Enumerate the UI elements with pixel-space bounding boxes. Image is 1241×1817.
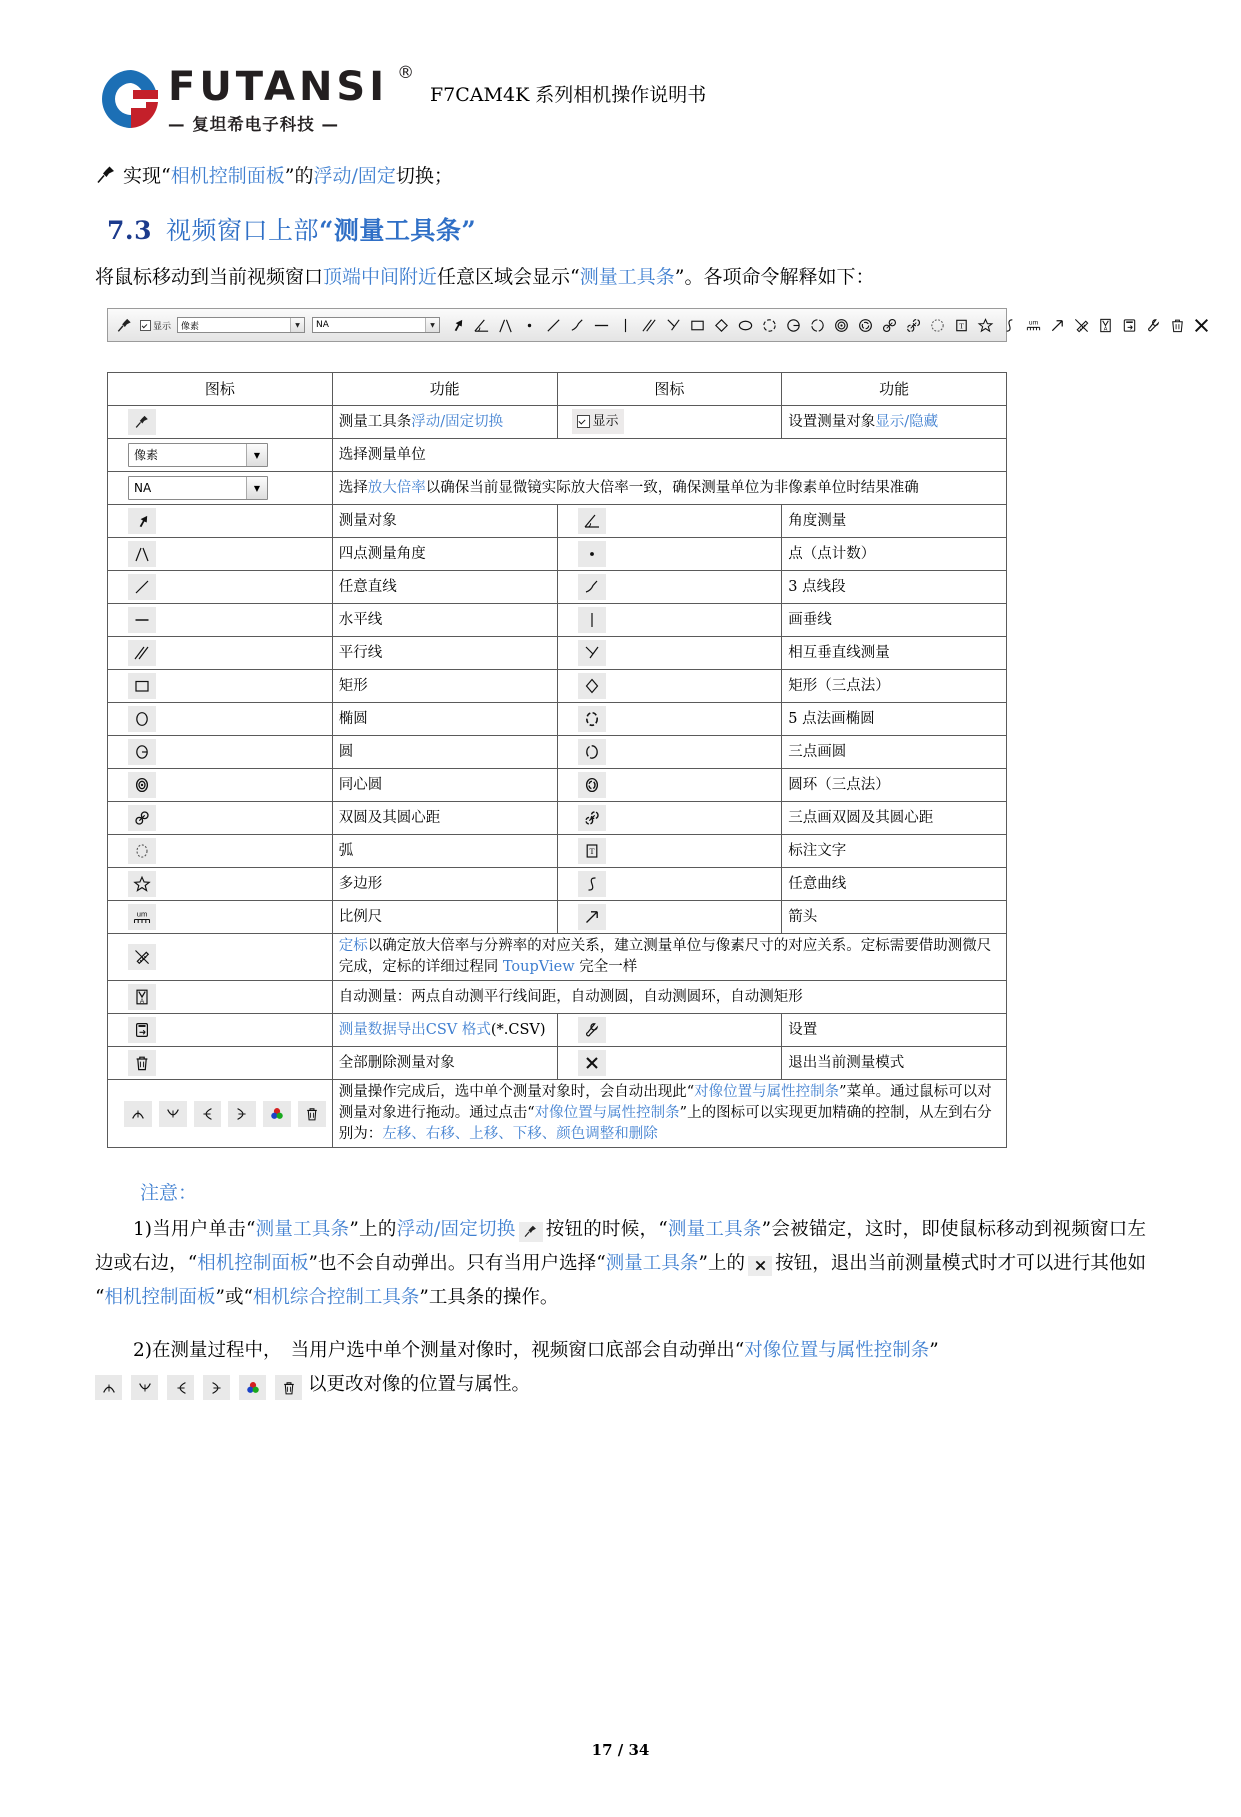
table-row [108, 571, 1007, 604]
objbar-l1: 对像位置与属性控制条 [694, 1084, 840, 1100]
table-row [108, 439, 1007, 472]
cell-icon-curve [557, 868, 782, 901]
two-circle-icon[interactable] [879, 314, 900, 336]
delete-icon[interactable] [275, 1375, 302, 1400]
objbar-t1: 测量操作完成后，选中单个测量对象时，会自动出现此“ [338, 1084, 695, 1100]
concentric-circle-icon[interactable] [831, 314, 852, 336]
svg-text:T: T [959, 320, 964, 330]
two-circle-icon[interactable] [128, 805, 156, 831]
n1-o: 相机综合控制工具条 [252, 1287, 420, 1308]
page-header [0, 62, 1241, 154]
bullet-link-float: 浮动/固定 [313, 165, 396, 187]
magnification-combo[interactable] [128, 476, 268, 500]
cell-function-horizontal-line: 水平线 [332, 604, 557, 637]
bullet-line [95, 160, 1146, 193]
cell-function-scale-bar: 比例尺 [332, 901, 557, 934]
chevron-down-icon[interactable]: ▼ [425, 318, 439, 332]
cell-function-pin [332, 406, 557, 439]
cell-icon-parallel-line [108, 637, 333, 670]
annulus-3point-icon[interactable] [578, 772, 606, 798]
n2-c: ” [929, 1339, 939, 1361]
table-row [108, 505, 1007, 538]
n1-g: ”会被锚定，这时，即使鼠标移动到视频窗口左边或右边，“ [95, 1219, 1146, 1274]
cell-function-concentric-circle: 同心圆 [332, 769, 557, 802]
objbar-t2: ”菜单。通过鼠标可以对测量对象进行拖动。通过点击“ [338, 1084, 992, 1121]
logo-mark-icon [100, 68, 162, 130]
table-row [108, 802, 1007, 835]
cell-icon-three-point-line [557, 571, 782, 604]
notes-section [0, 1178, 1241, 1402]
parallel-line-icon[interactable] [128, 640, 156, 666]
delete-icon[interactable] [298, 1101, 326, 1127]
n1-l: 按钮，退出当前测量模式时才可以进行其他如“ [95, 1253, 1146, 1308]
export-csv-icon[interactable] [128, 1017, 156, 1043]
show-checkbox[interactable] [140, 319, 171, 332]
arc-icon[interactable] [927, 314, 948, 336]
move-down-icon[interactable] [131, 1375, 158, 1400]
cell-function-ellipse-5point: 5 点法画椭圆 [782, 703, 1007, 736]
line-icon[interactable] [543, 314, 564, 336]
table-row [108, 538, 1007, 571]
cell-icon-rectangle-3point [557, 670, 782, 703]
vertical-line-icon[interactable] [615, 314, 636, 336]
objbar-t3: ”上的图标可以实现更加精确的控制，从左到右分别为： [338, 1105, 992, 1142]
point-icon[interactable] [578, 541, 606, 567]
show-label: 显示 [153, 321, 172, 332]
table-row [108, 868, 1007, 901]
pin-icon[interactable] [519, 1222, 543, 1242]
cell-function-text-annotation: 标注文字 [782, 835, 1007, 868]
two-circle-3point-icon[interactable] [578, 805, 606, 831]
section-heading [107, 211, 1146, 247]
cell-function-auto-measure: 自动测量：两点自动测平行线间距，自动测圆，自动测圆环，自动测矩形 [332, 981, 1006, 1014]
table-row [108, 736, 1007, 769]
move-right-icon[interactable] [203, 1375, 230, 1400]
color-adjust-icon[interactable] [239, 1375, 266, 1400]
move-left-icon[interactable] [167, 1375, 194, 1400]
unit-combo-value: 像素 [181, 321, 200, 332]
cell-icon-show [557, 406, 782, 439]
fn-a: 选择 [338, 479, 368, 496]
move-right-icon[interactable] [228, 1101, 256, 1127]
n1-p: ”工具条的操作。 [419, 1287, 559, 1308]
company-logo [100, 63, 415, 135]
cell-icon-exit [557, 1047, 782, 1080]
svg-text:T: T [588, 846, 595, 857]
cell-icon-calibration [108, 934, 333, 981]
fn-blue: 显示/隐藏 [875, 413, 939, 430]
logo-subtitle: — 复坦希电子科技 — [168, 115, 339, 134]
cell-icon-arrow [557, 901, 782, 934]
cell-icon-circle-3point [557, 736, 782, 769]
cell-function-arc: 弧 [332, 835, 557, 868]
table-row-auto-measure [108, 981, 1007, 1014]
cell-function-mag [332, 472, 1006, 505]
calibration-icon[interactable] [1071, 314, 1092, 336]
cell-icon-circle [108, 736, 333, 769]
registered-mark-icon: ® [397, 63, 415, 83]
n1-k: ”上的 [698, 1253, 746, 1274]
select-object-icon[interactable] [447, 314, 468, 336]
checkbox-box[interactable] [140, 320, 151, 331]
cell-function-vertical-line: 画垂线 [782, 604, 1007, 637]
color-adjust-icon[interactable] [263, 1101, 291, 1127]
angle-icon[interactable] [578, 508, 606, 534]
circle-icon[interactable] [783, 314, 804, 336]
four-point-angle-icon[interactable] [495, 314, 516, 336]
section-title-b: “测量工具条” [319, 216, 477, 245]
cell-function-ellipse: 椭圆 [332, 703, 557, 736]
cell-icon-annulus-3point [557, 769, 782, 802]
table-row-calibration [108, 934, 1007, 981]
pin-icon[interactable] [128, 409, 156, 435]
cell-function-export-csv [332, 1014, 557, 1047]
section-title-a: 视频窗口上部 [166, 216, 320, 245]
rectangle-3point-icon[interactable] [711, 314, 732, 336]
point-icon[interactable] [519, 314, 540, 336]
ellipse-icon[interactable] [735, 314, 756, 336]
move-down-icon[interactable] [159, 1101, 187, 1127]
three-point-line-icon[interactable] [567, 314, 588, 336]
angle-icon[interactable] [471, 314, 492, 336]
page-number: 17 / 34 [591, 1741, 650, 1759]
cell-function-unit: 选择测量单位 [332, 439, 1006, 472]
two-circle-3point-icon[interactable] [903, 314, 924, 336]
svg-text:um: um [136, 909, 148, 919]
cell-function-parallel-line: 平行线 [332, 637, 557, 670]
cell-function-arrow: 箭头 [782, 901, 1007, 934]
ellipse-icon[interactable] [128, 706, 156, 732]
arrow-icon[interactable] [578, 904, 606, 930]
measurement-tools-table [107, 372, 1007, 1148]
fn-c: 以确保当前显微镜实际放大倍率一致，确保测量单位为非像素单位时结果准确 [425, 479, 919, 496]
object-position-toolbar[interactable] [124, 1101, 326, 1127]
cell-icon-angle [557, 505, 782, 538]
cell-icon-rectangle [108, 670, 333, 703]
curve-icon[interactable] [578, 871, 606, 897]
cell-function-object-bar [332, 1080, 1006, 1148]
circle-icon[interactable] [128, 739, 156, 765]
auto-measure-icon[interactable] [128, 984, 156, 1010]
cell-icon-line [108, 571, 333, 604]
table-row [108, 670, 1007, 703]
table-row [108, 472, 1007, 505]
vertical-line-icon[interactable] [578, 607, 606, 633]
cell-function-two-circle: 双圆及其圆心距 [332, 802, 557, 835]
cell-function-show [782, 406, 1007, 439]
unit-combo-value: 像素 [134, 447, 159, 462]
cell-icon-pin [108, 406, 333, 439]
settings-icon[interactable] [578, 1017, 606, 1043]
table-row [108, 637, 1007, 670]
perpendicular-line-icon[interactable] [663, 314, 684, 336]
auto-measure-icon[interactable] [1095, 314, 1116, 336]
bullet-link-panel: 相机控制面板 [170, 165, 285, 187]
table-row [108, 604, 1007, 637]
cell-icon-concentric-circle [108, 769, 333, 802]
table-row [108, 703, 1007, 736]
page-footer [0, 1741, 1241, 1759]
fn-b: 放大倍率 [367, 479, 426, 496]
unit-combo[interactable] [128, 443, 268, 467]
cell-function-delete-all: 全部删除测量对象 [332, 1047, 557, 1080]
cell-function-two-circle-3point: 三点画双圆及其圆心距 [782, 802, 1007, 835]
scale-bar-icon[interactable] [1023, 314, 1044, 336]
col-header-function-1: 功能 [332, 373, 557, 406]
cell-function-rectangle: 矩形 [332, 670, 557, 703]
n1-b: 测量工具条 [255, 1219, 350, 1240]
fn-black: 设置测量对象 [788, 413, 876, 430]
section-number: 7.3 [107, 216, 152, 245]
n1-h: 相机控制面板 [197, 1253, 309, 1274]
table-header-row [108, 373, 1007, 406]
move-up-icon[interactable] [95, 1375, 122, 1400]
objbar-l2: 对像位置与属性控制条 [534, 1105, 680, 1121]
cell-icon-ellipse-5point [557, 703, 782, 736]
n1-a: 1)当用户单击“ [133, 1219, 256, 1240]
unit-combo[interactable] [177, 317, 305, 333]
bullet-mid: ”的 [284, 165, 314, 187]
note-item-1 [95, 1213, 1146, 1315]
logo-wordmark [168, 63, 415, 110]
exit-icon[interactable] [578, 1050, 606, 1076]
select-object-icon[interactable] [128, 508, 156, 534]
chevron-down-icon[interactable]: ▼ [290, 318, 304, 332]
cell-icon-mag-combo [108, 472, 333, 505]
cell-icon-horizontal-line [108, 604, 333, 637]
svg-text:A: A [139, 998, 145, 1005]
text-annotation-icon[interactable] [578, 838, 606, 864]
cell-function-curve: 任意曲线 [782, 868, 1007, 901]
cell-function-calibration [332, 934, 1006, 981]
chevron-down-icon[interactable]: ▼ [246, 444, 267, 466]
move-left-icon[interactable] [194, 1101, 222, 1127]
col-header-function-2: 功能 [782, 373, 1007, 406]
n2-a: 2)在测量过程中， 当用户选中单个测量对像时，视频窗口底部会自动弹出“ [133, 1339, 745, 1361]
n1-m: 相机控制面板 [104, 1287, 216, 1308]
polygon-icon[interactable] [975, 314, 996, 336]
show-checkbox[interactable] [572, 409, 624, 434]
page-content [0, 160, 1241, 1148]
object-position-toolbar[interactable] [95, 1375, 302, 1400]
n1-n: ”或“ [215, 1287, 253, 1308]
cell-icon-delete-all [108, 1047, 333, 1080]
cell-icon-export-csv [108, 1014, 333, 1047]
cell-icon-auto-measure [108, 981, 333, 1014]
cell-icon-settings [557, 1014, 782, 1047]
table-row [108, 1014, 1007, 1047]
n1-f: 测量工具条 [667, 1219, 762, 1240]
horizontal-line-icon[interactable] [591, 314, 612, 336]
intro-c: 任意区域会显示“ [437, 266, 580, 288]
cell-icon-two-circle-3point [557, 802, 782, 835]
intro-link-toolbar: 测量工具条 [579, 266, 675, 288]
calib-link: ToupView [502, 959, 575, 975]
annulus-3point-icon[interactable] [855, 314, 876, 336]
n1-i: ”也不会自动弹出。只有当用户选择“ [308, 1253, 606, 1274]
exit-icon[interactable] [748, 1256, 772, 1276]
move-up-icon[interactable] [124, 1101, 152, 1127]
cell-icon-arc [108, 835, 333, 868]
col-header-icon-2: 图标 [557, 373, 782, 406]
svg-text:um: um [1028, 319, 1039, 327]
polygon-icon[interactable] [128, 871, 156, 897]
calibration-icon[interactable] [128, 944, 156, 970]
cell-icon-select-object [108, 505, 333, 538]
n2-b: 对像位置与属性控制条 [744, 1339, 930, 1361]
intro-a: 将鼠标移动到当前视频窗口 [95, 266, 324, 288]
calib-tail: 完全一样 [574, 959, 638, 975]
settings-icon[interactable] [1143, 314, 1164, 336]
checkbox-box[interactable] [577, 415, 590, 428]
export-csv-icon[interactable] [1119, 314, 1140, 336]
cell-function-angle: 角度测量 [782, 505, 1007, 538]
rectangle-3point-icon[interactable] [578, 673, 606, 699]
cell-function-circle-3point: 三点画圆 [782, 736, 1007, 769]
rectangle-icon[interactable] [687, 314, 708, 336]
cell-function-settings: 设置 [782, 1014, 1007, 1047]
cell-function-polygon: 多边形 [332, 868, 557, 901]
four-point-angle-icon[interactable] [128, 541, 156, 567]
exit-icon[interactable] [1191, 314, 1212, 336]
scale-bar-icon[interactable] [128, 904, 156, 930]
cell-function-three-point-line: 3 点线段 [782, 571, 1007, 604]
arc-icon[interactable] [128, 838, 156, 864]
magnification-combo[interactable] [312, 317, 440, 333]
fn-black: 测量工具条 [338, 413, 412, 430]
cell-function-select-object: 测量对象 [332, 505, 557, 538]
cell-function-rectangle-3point: 矩形（三点法） [782, 670, 1007, 703]
cell-icon-vertical-line [557, 604, 782, 637]
cell-function-exit: 退出当前测量模式 [782, 1047, 1007, 1080]
fn-blue: 浮动/固定切换 [411, 413, 504, 430]
bullet-text [123, 160, 453, 193]
notes-title: 注意： [140, 1182, 198, 1204]
bullet-pre: 实现“ [123, 165, 171, 187]
document-page [0, 62, 1241, 1817]
circle-3point-icon[interactable] [807, 314, 828, 336]
cell-function-line: 任意直线 [332, 571, 557, 604]
line-icon[interactable] [128, 574, 156, 600]
document-title: F7CAM4K 系列相机操作说明书 [430, 84, 707, 106]
table-row [108, 1047, 1007, 1080]
intro-paragraph [95, 261, 1146, 294]
intro-link-top: 顶端中间附近 [323, 266, 438, 288]
delete-all-icon[interactable] [128, 1050, 156, 1076]
delete-all-icon[interactable] [1167, 314, 1188, 336]
three-point-line-icon[interactable] [578, 574, 606, 600]
cell-icon-object-bar [108, 1080, 333, 1148]
magnification-combo-value: NA [134, 480, 152, 495]
ellipse-5point-icon[interactable] [759, 314, 780, 336]
n2-d: 以更改对像的位置与属性。 [308, 1373, 531, 1395]
logo-word-text: FUTANSI [168, 64, 389, 110]
chevron-down-icon[interactable]: ▼ [246, 477, 267, 499]
pin-icon[interactable] [114, 314, 135, 336]
cell-icon-polygon [108, 868, 333, 901]
magnification-combo-value: NA [316, 320, 329, 330]
table-row [108, 901, 1007, 934]
cell-function-circle: 圆 [332, 736, 557, 769]
perpendicular-line-icon[interactable] [578, 640, 606, 666]
horizontal-line-icon[interactable] [128, 607, 156, 633]
fn-blue: 测量数据导出CSV 格式 [338, 1021, 491, 1038]
cell-function-annulus-3point: 圆环（三点法） [782, 769, 1007, 802]
cell-icon-perpendicular-line [557, 637, 782, 670]
ellipse-5point-icon[interactable] [578, 706, 606, 732]
calib-blue: 定标 [338, 938, 368, 954]
calib-black: 以确定放大倍率与分辨率的对应关系，建立测量单位与像素尺寸的对应关系。定标需要借助测微尺完成，定标的详细过程同 [338, 938, 992, 975]
table-row [108, 835, 1007, 868]
arrow-icon[interactable] [1047, 314, 1068, 336]
objbar-l3: 左移、右移、上移、下移、颜色调整和删除 [382, 1126, 658, 1142]
cell-icon-scale-bar [108, 901, 333, 934]
text-annotation-icon[interactable] [951, 314, 972, 336]
concentric-circle-icon[interactable] [128, 772, 156, 798]
n1-e: 按钮的时候，“ [545, 1219, 668, 1240]
curve-icon[interactable] [999, 314, 1020, 336]
cell-function-four-point-angle: 四点测量角度 [332, 538, 557, 571]
rectangle-icon[interactable] [128, 673, 156, 699]
cell-function-perpendicular-line: 相互垂直线测量 [782, 637, 1007, 670]
parallel-line-icon[interactable] [639, 314, 660, 336]
fn-black: (*.CSV) [490, 1021, 546, 1038]
n1-c: ”上的 [349, 1219, 397, 1240]
pin-icon [95, 164, 117, 186]
table-row [108, 769, 1007, 802]
cell-function-point: 点（点计数） [782, 538, 1007, 571]
col-header-icon-1: 图标 [108, 373, 333, 406]
cell-icon-text-annotation [557, 835, 782, 868]
cell-icon-four-point-angle [108, 538, 333, 571]
n1-d: 浮动/固定切换 [396, 1219, 516, 1240]
cell-icon-two-circle [108, 802, 333, 835]
show-label: 显示 [592, 414, 619, 429]
n1-j: 测量工具条 [605, 1253, 699, 1274]
cell-icon-ellipse [108, 703, 333, 736]
measurement-toolbar[interactable] [107, 308, 1108, 342]
svg-text:A: A [1103, 326, 1108, 333]
table-row-object-bar [108, 1080, 1007, 1148]
cell-icon-point [557, 538, 782, 571]
table-row [108, 406, 1007, 439]
intro-e: ”。各项命令解释如下： [674, 266, 875, 288]
note-item-2 [95, 1334, 1146, 1402]
bullet-post: 切换； [395, 165, 453, 187]
circle-3point-icon[interactable] [578, 739, 606, 765]
cell-icon-unit-combo [108, 439, 333, 472]
